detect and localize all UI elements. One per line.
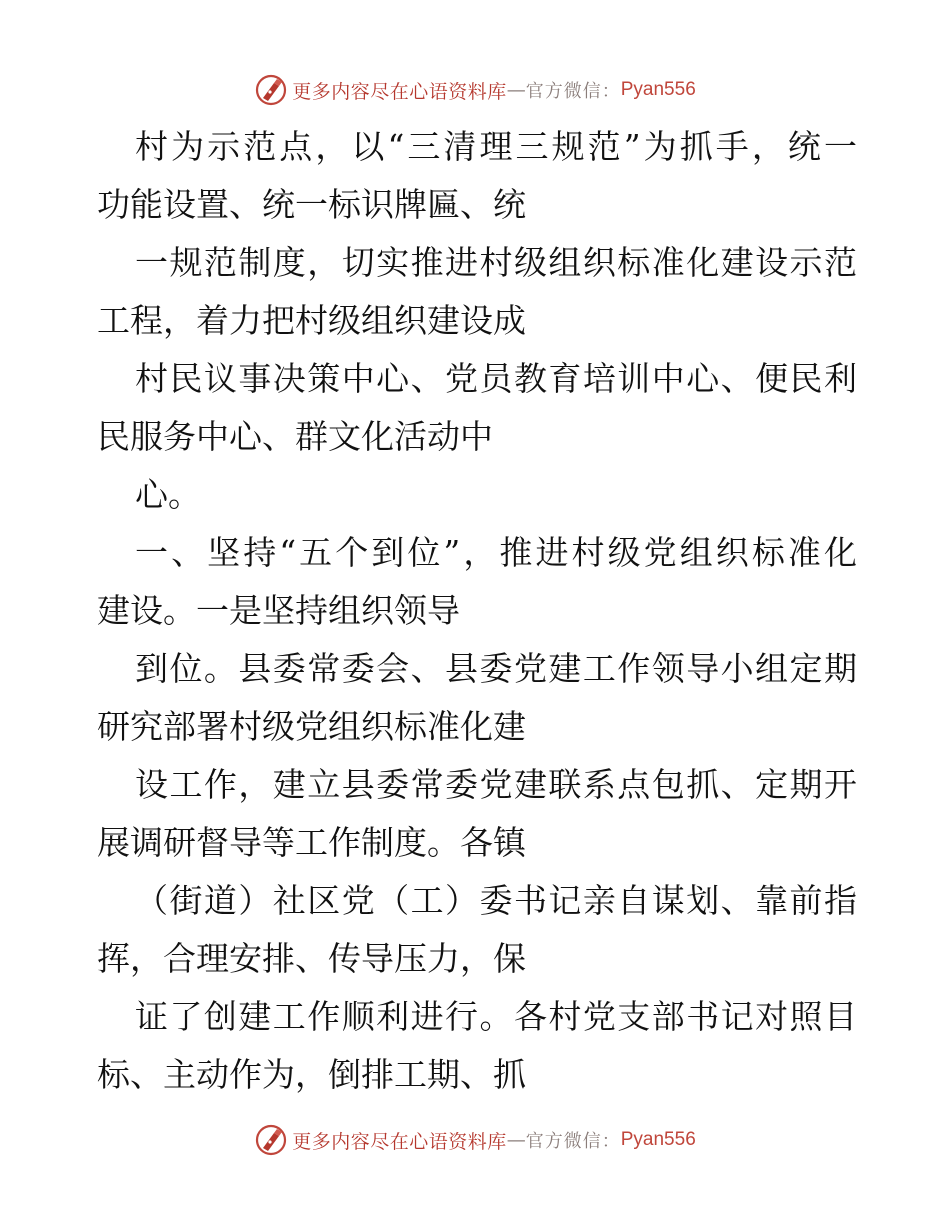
watermark-brand-text: 更多内容尽在心语资料库	[292, 1130, 507, 1153]
text-line: 挥，合理安排、传导压力，保	[97, 939, 526, 978]
text-line: 研究部署村级党组织标准化建	[97, 707, 526, 746]
text-line: 村为示范点，以“三清理三规范”为抓手，统一	[135, 127, 857, 166]
pen-nib-circle-logo-icon	[254, 73, 288, 107]
watermark-separator: —	[506, 1129, 526, 1151]
document-body	[97, 118, 857, 1104]
watermark-wechat-id: Pyan556	[620, 79, 696, 100]
text-line: 一规范制度，切实推进村级组织标准化建设示范	[135, 243, 857, 282]
pen-nib-circle-logo-icon	[254, 1123, 288, 1157]
text-line: 民服务中心、群文化活动中	[97, 417, 493, 456]
text-line: 到位。县委常委会、县委党建工作领导小组定期	[135, 649, 857, 688]
text-line: 标、主动作为，倒排工期、抓	[97, 1055, 526, 1094]
text-line: 证了创建工作顺利进行。各村党支部书记对照目	[135, 997, 857, 1036]
text-line: 展调研督导等工作制度。各镇	[97, 823, 526, 862]
watermark-wechat-id: Pyan556	[620, 1129, 696, 1150]
watermark-official-label: 官方微信：	[525, 81, 621, 102]
text-line: （街道）社区党（工）委书记亲自谋划、靠前指	[135, 881, 857, 920]
text-line: 工程，着力把村级组织建设成	[97, 301, 526, 340]
text-line: 一、坚持“五个到位”，推进村级党组织标准化	[135, 533, 857, 572]
text-line: 村民议事决策中心、党员教育培训中心、便民利	[135, 359, 857, 398]
watermark-official-label: 官方微信：	[525, 1131, 621, 1152]
watermark-brand-text: 更多内容尽在心语资料库	[292, 80, 507, 103]
footer-watermark	[0, 1122, 950, 1158]
text-line: 心。	[135, 475, 201, 514]
watermark-separator: —	[506, 79, 526, 101]
header-watermark	[0, 72, 950, 108]
text-line: 功能设置、统一标识牌匾、统	[97, 185, 526, 224]
text-line: 建设。一是坚持组织领导	[97, 591, 460, 630]
text-line: 设工作，建立县委常委党建联系点包抓、定期开	[135, 765, 857, 804]
